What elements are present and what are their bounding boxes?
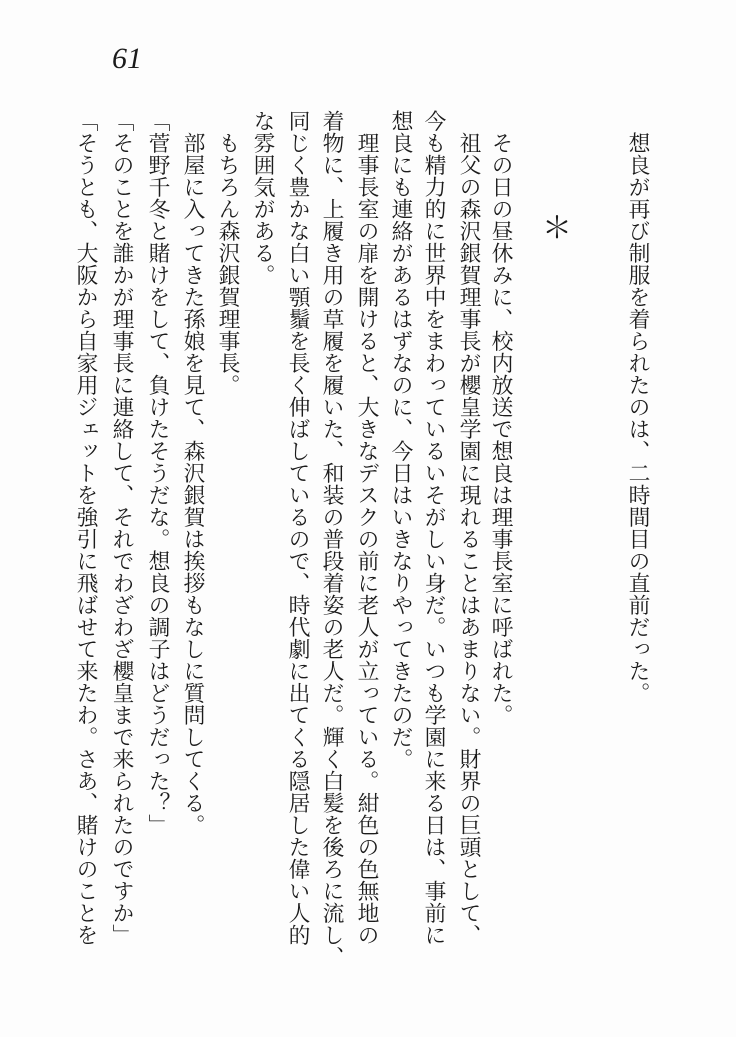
text-column-13: 「そのことを誰かが理事長に連絡して、それでわざわざ櫻皇まで来られたのですか」 — [110, 110, 134, 946]
text-column-10: もちろん森沢銀賀理事長。 — [216, 110, 240, 396]
text-column-14: 「そうとも、大阪から自家用ジェットを強引に飛ばせて来たわ。さあ、賭けのことを — [74, 110, 98, 946]
text-column-8: 同じく豊かな白い顎鬚を長く伸ばしているので、時代劇に出てくる隠居した偉い人的 — [286, 110, 310, 946]
text-column-6: 理事長室の扉を開けると、大きなデスクの前に老人が立っている。紺色の色無地の — [355, 110, 379, 946]
page-number: 61 — [112, 42, 142, 75]
text-column-11: 部屋に入ってきた孫娘を見て、森沢銀賀は挨拶もなしに質問してくる。 — [181, 110, 205, 836]
text-column-3: 祖父の森沢銀賀理事長が櫻皇学園に現れることはあまりない。財界の巨頭として、 — [457, 110, 481, 946]
text-column-2: その日の昼休みに、校内放送で想良は理事長室に呼ばれた。 — [489, 110, 513, 726]
text-column-9: な雰囲気がある。 — [251, 110, 275, 286]
text-column-5: 想良にも連絡があるはずなのに、今日はいきなりやってきたのだ。 — [389, 110, 413, 770]
text-column-7: 着物に、上履き用の草履を履いた、和装の普段着姿の老人だ。輝く白髪を後ろに流し、 — [320, 110, 344, 968]
text-column-12: 「菅野千冬と賭けをして、負けたそうだな。想良の調子はどうだった？」 — [146, 110, 170, 836]
text-column-4: 今も精力的に世界中をまわっているいそがしい身だ。いつも学園に来る日は、事前に — [422, 110, 446, 946]
text-column-1: 想良が再び制服を着られたのは、二時間目の直前だった。 — [626, 110, 650, 704]
section-break-asterisk: ＊ — [542, 212, 572, 245]
